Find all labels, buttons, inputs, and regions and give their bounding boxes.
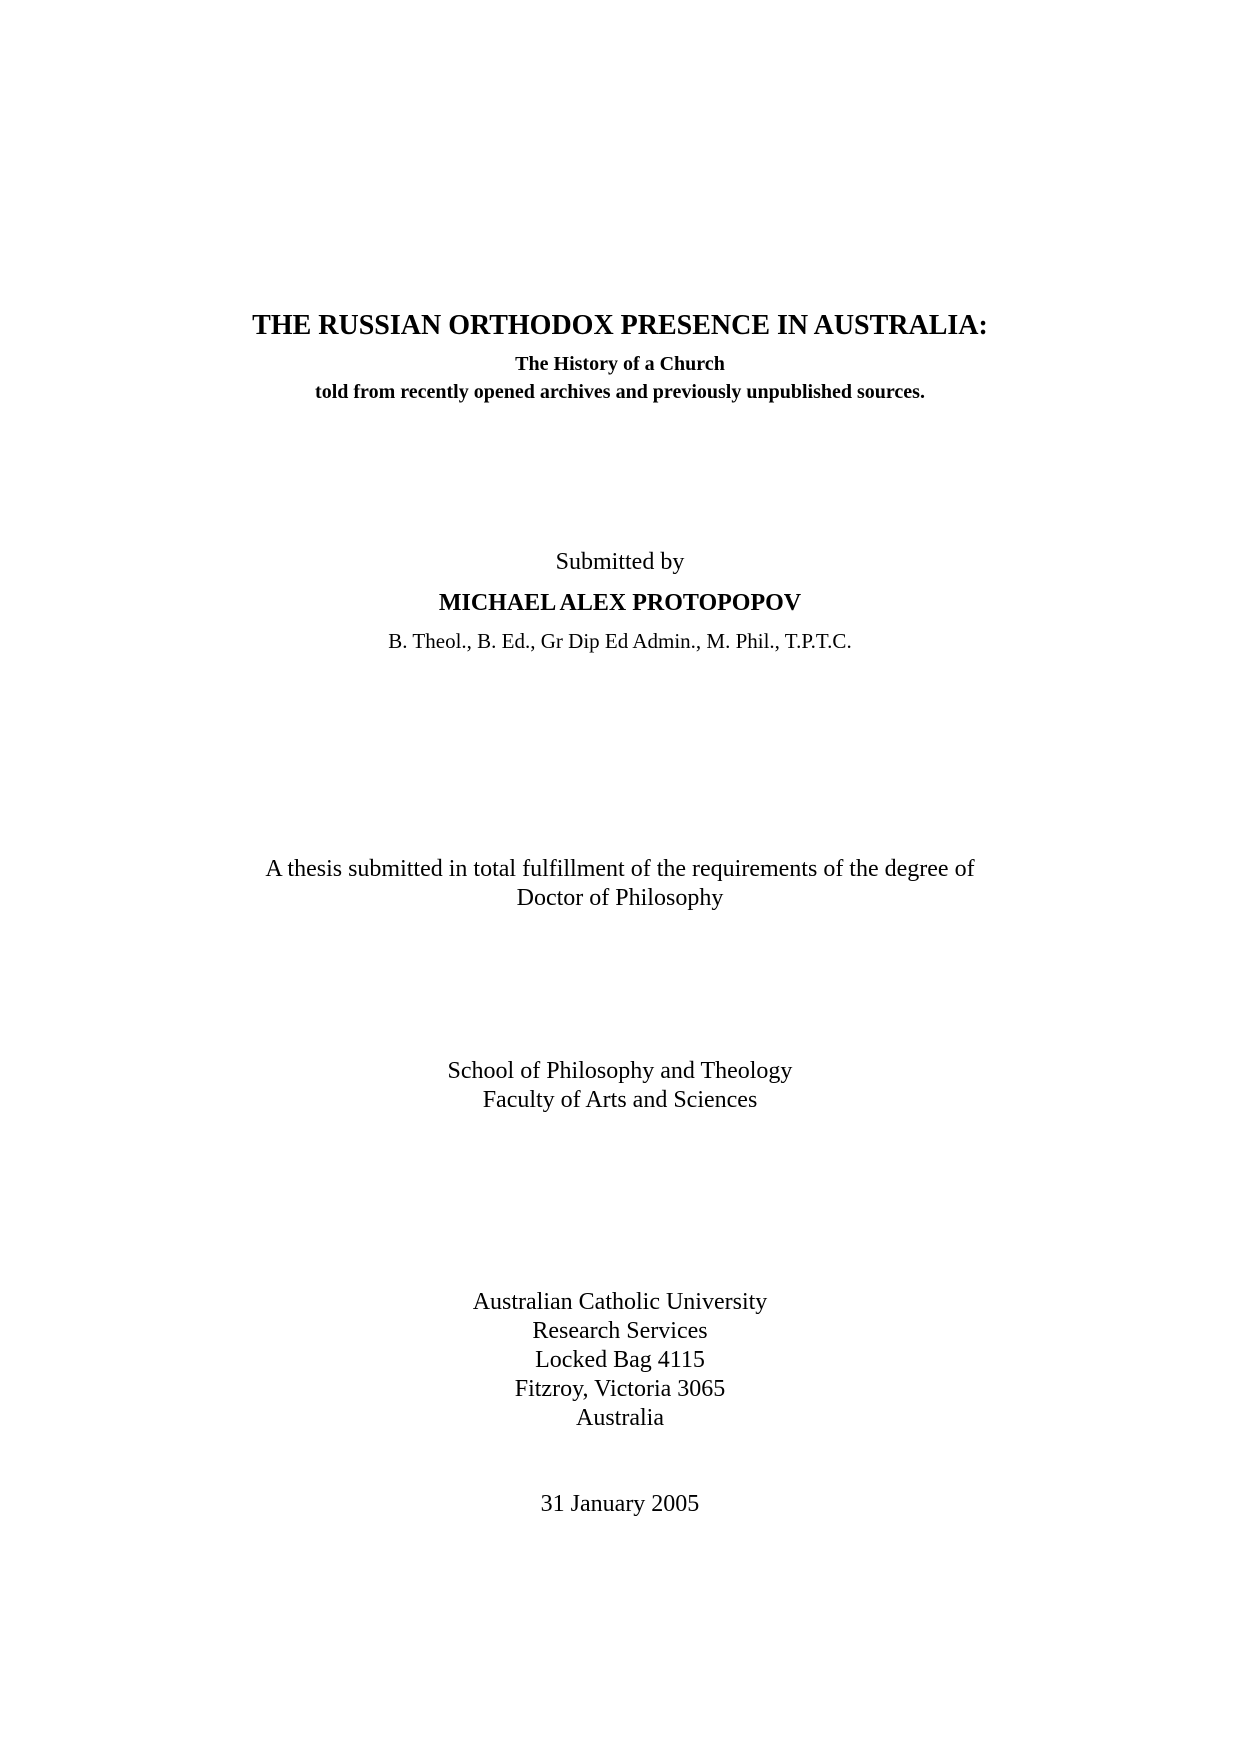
university-address <box>0 1288 1240 1433</box>
address-line: Locked Bag 4115 <box>535 1347 705 1373</box>
thesis-statement <box>0 855 1240 913</box>
thesis-subtitle <box>0 350 1240 406</box>
thesis-title-main: THE RUSSIAN ORTHODOX PRESENCE IN AUSTRALIA: <box>252 310 988 341</box>
thesis-statement-line-1: A thesis submitted in total fulfillment of the requirements of the degree of <box>265 856 975 882</box>
thesis-degree-name: Doctor of Philosophy <box>516 885 724 911</box>
thesis-subtitle-line-1: The History of a Church <box>515 353 725 375</box>
submitted-by-label <box>0 547 1240 577</box>
submitted-by-text: Submitted by <box>555 549 685 575</box>
address-line: Fitzroy, Victoria 3065 <box>514 1376 726 1402</box>
faculty-name: Faculty of Arts and Sciences <box>482 1087 758 1113</box>
author-degrees-text: B. Theol., B. Ed., Gr Dip Ed Admin., M. Phil., T.P.T.C. <box>388 629 852 653</box>
department-block <box>0 1057 1240 1115</box>
submission-date-text: 31 January 2005 <box>540 1491 700 1517</box>
address-line: Australia <box>576 1405 664 1431</box>
author-name <box>0 588 1240 618</box>
author-degrees <box>0 627 1240 655</box>
address-line: Research Services <box>532 1318 708 1344</box>
thesis-title <box>0 309 1240 343</box>
school-name: School of Philosophy and Theology <box>447 1058 793 1084</box>
address-line: Australian Catholic University <box>472 1289 768 1315</box>
thesis-subtitle-line-2: told from recently opened archives and previously unpublished sources. <box>315 381 925 403</box>
submission-date <box>0 1489 1240 1519</box>
author-name-text: MICHAEL ALEX PROTOPOPOV <box>438 590 802 616</box>
